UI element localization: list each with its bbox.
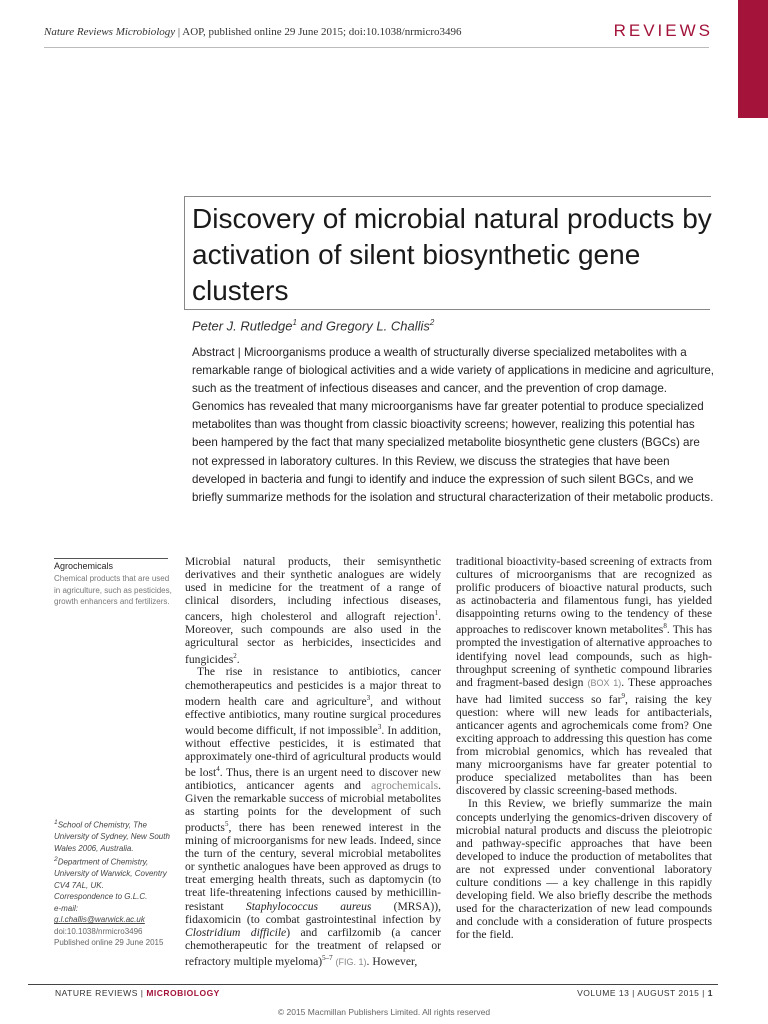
publication-info: | AOP, published online 29 June 2015; doi:10.1038/nrmicro3496 <box>175 26 462 38</box>
citation: 2 <box>233 651 237 660</box>
doi: doi:10.1038/nrmicro3496 <box>54 926 143 936</box>
paragraph-4: In this Review, we briefly summarize the main concepts underlying the genomics-driven discovery of microbial natural products and discuss the pleiotropic and pathway-specific approaches that have been developed to induce the production of metabolites that are not expressed under conventional laboratory culture conditions — a key challenge in this rapidly developing field. We also briefly describe the methods used for the characterization of new lead compounds and conclude with a consideration of future prospects for the field. <box>456 797 712 942</box>
section-label: REVIEWS <box>613 21 713 40</box>
paragraph-2 <box>185 665 441 968</box>
title-divider <box>184 309 710 310</box>
text-span: traditional bioactivity-based screening of extracts from cultures of microorganisms that are recognized as prolific producers of bioactive natural products, such as actinobacteria and filamentous fungi, has yielded disappointing returns owing to the tendency of these approaches to rediscover known metabolites <box>456 555 712 637</box>
article-title: Discovery of microbial natural products by activation of silent biosynthetic gene clusters <box>192 203 712 306</box>
box-reference[interactable]: (BOX 1) <box>587 677 622 688</box>
paragraph-3 <box>456 555 712 797</box>
author-conjunction: and <box>296 318 326 334</box>
accent-tab <box>738 0 768 118</box>
species-name: Staphylococcus aureus <box>245 899 372 913</box>
text-span: . Given the remarkable success of microbial metabolites as starting points for the development of such products <box>185 778 441 834</box>
footer-journal <box>55 988 220 998</box>
citation: 5 <box>224 820 229 829</box>
author-2-sup: 2 <box>429 318 435 327</box>
text-span: . In addition, without effective pesticides, it is estimated that approximately one-third of agricultural products would be lost <box>185 723 442 779</box>
figure-reference[interactable]: (FIG. 1) <box>335 956 367 967</box>
author-1: Peter J. Rutledge <box>192 318 293 334</box>
journal-name: Nature Reviews Microbiology <box>44 26 176 38</box>
footer-journal-a: NATURE REVIEWS <box>55 988 138 998</box>
author-line <box>192 318 434 333</box>
abstract: Abstract | Microorganisms produce a wealth of structurally diverse specialized metabolites with a remarkable range of biological activities and a wide variety of applications in medicine and agriculture, such as the treatment of infectious diseases and cancer, and the prevention of crop damage. Genomics has revealed that many microorganisms have far greater potential to produce specialized metabolites than was thought from classic bioactivity screens; however, realizing this potential has been hampered by the fact that many specialized metabolite biosynthetic gene clusters (BGCs) are not expressed in laboratory cultures. In this Review, we discuss the strategies that have been developed in bacteria and fungi to identify and induce the expression of such silent BGCs, and we briefly summarize methods for the isolation and structural characterization of their metabolic products. <box>192 346 715 504</box>
footer-divider <box>28 984 718 985</box>
text-span: , there has been renewed interest in the mining of microorganisms for new leads. Indeed, since the turn of the century, several microbial metabolites or synthetic analogues have been approved as drugs to treat emerging health threats, such as daptomycin (to treat life-threatening infections caused by methicillin-resistant <box>185 820 441 913</box>
citation: 8 <box>663 622 667 631</box>
affiliation-2: Department of Chemistry, University of Warwick, Coventry CV4 7AL, UK. <box>54 857 167 890</box>
page-number: 1 <box>707 988 713 998</box>
text-span: , raising the key question: where will new leads for antibacterials, anticancer agents and agrochemicals come from? One exciting approach to addressing this question has come from microbial genomics, which has revealed that many microorganisms have far greater potential to produce specialized metabolites than has been discovered by classic screening-based methods. <box>456 692 712 798</box>
citation: 3 <box>377 722 382 731</box>
correspondence: Correspondence to G.L.C. <box>54 892 148 902</box>
volume-info: VOLUME 13 | AUGUST 2015 | <box>577 988 708 998</box>
text-span: ) and carfilzomib (a cancer chemotherapeutic for the treatment of relapsed or refractory multiple myeloma) <box>185 925 441 968</box>
glossary-link[interactable]: agrochemicals <box>371 778 439 792</box>
affiliation-1: School of Chemistry, The University of Sydney, New South Wales 2006, Australia. <box>54 820 170 853</box>
citation: 1 <box>434 609 439 618</box>
author-2: Gregory L. Challis <box>325 318 430 334</box>
footer-journal-b: MICROBIOLOGY <box>146 988 220 998</box>
text-span: , and without effective antibiotics, many routine surgical procedures would become difficult, if not impossible <box>185 694 441 737</box>
text-span: . Moreover, such compounds are also used in the agricultural sector as herbicides, insecticides and fungicides <box>185 610 441 666</box>
body-column-2 <box>456 555 712 941</box>
affiliations <box>54 817 172 949</box>
running-header <box>44 26 462 38</box>
citation: 3 <box>366 693 371 702</box>
citation: 5–7 <box>322 953 333 962</box>
text-span: . This has prompted the investigation of alternative approaches to identifying novel lead compounds, such as high-throughput screening of synthetic compound libraries and fragment-based design <box>456 623 712 689</box>
text-span: Microbial natural products, their semisynthetic derivatives and their synthetic analogues are widely used in medicine for the treatment of a range of clinical disorders, including infectious diseases, cancers, high cholesterol and allograft rejection <box>185 555 441 624</box>
citation: 9 <box>621 691 625 700</box>
glossary-divider <box>54 558 168 559</box>
glossary-definition: Chemical products that are used in agriculture, such as pesticides, growth enhancers and fertilizers. <box>54 574 172 606</box>
footer-separator: | <box>137 988 147 998</box>
email-label: e-mail: <box>54 903 79 913</box>
body-column-1 <box>185 555 441 969</box>
text-span: . Thus, there is an urgent need to discover new antibiotics, anticancer agents and <box>185 765 441 792</box>
text-span: . However, <box>366 954 418 968</box>
citation: 4 <box>216 764 220 773</box>
text-span: The rise in resistance to antibiotics, cancer chemotherapeutics and pesticides is a major threat to modern health care and agriculture <box>185 665 441 708</box>
email-link[interactable]: g.l.challis@warwick.ac.uk <box>54 915 145 925</box>
species-name: Clostridium difficile <box>185 925 287 939</box>
footer-volume <box>577 988 713 998</box>
text-span: . These approaches have had limited success so far <box>456 675 712 706</box>
glossary-term: Agrochemicals <box>54 561 114 571</box>
copyright: © 2015 Macmillan Publishers Limited. All rights reserved <box>277 1007 491 1017</box>
paragraph-1 <box>185 555 441 665</box>
affiliation-1-sup: 1 <box>54 819 58 826</box>
affiliation-2-sup: 2 <box>54 856 58 864</box>
text-span: . <box>236 652 240 666</box>
header-divider <box>44 47 709 48</box>
author-1-sup: 1 <box>292 318 297 327</box>
text-span: (MRSA)), fidaxomicin (to combat gastrointestinal infection by <box>185 899 441 926</box>
published-date: Published online 29 June 2015 <box>54 938 164 948</box>
